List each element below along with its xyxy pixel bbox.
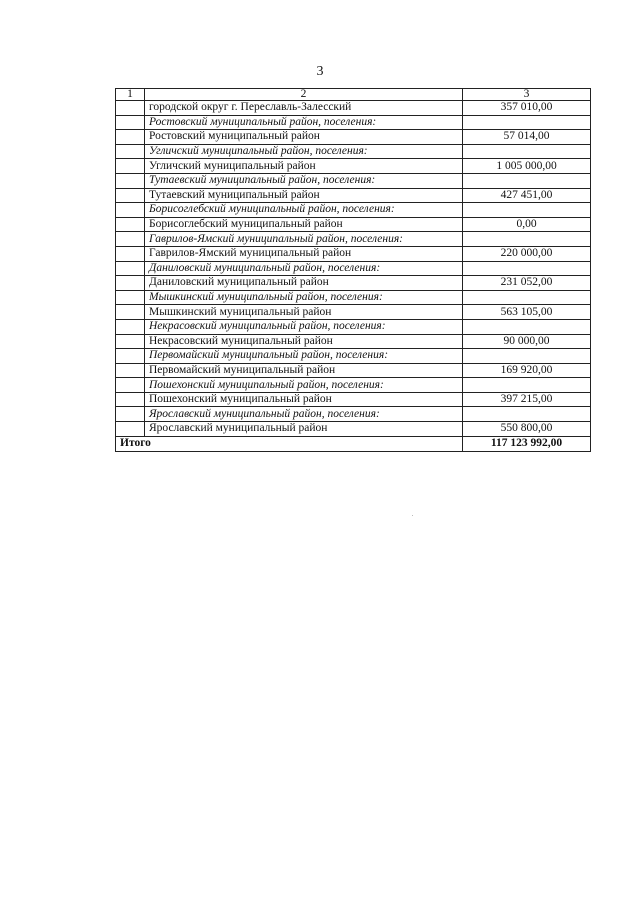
district-name: Ярославский муниципальный район bbox=[145, 422, 463, 437]
district-name: городской округ г. Переславль-Залесский bbox=[145, 101, 463, 116]
header-column-name: 2 bbox=[145, 89, 463, 101]
amount-cell bbox=[463, 319, 591, 334]
amount-cell: 427 451,00 bbox=[463, 188, 591, 203]
table-row bbox=[116, 246, 591, 261]
table-row bbox=[116, 188, 591, 203]
row-number-cell bbox=[116, 101, 145, 116]
amount-cell bbox=[463, 115, 591, 130]
amount-cell bbox=[463, 173, 591, 188]
amount-cell bbox=[463, 290, 591, 305]
district-name: Пошехонский муниципальный район bbox=[145, 392, 463, 407]
table-row bbox=[116, 363, 591, 378]
row-number-cell bbox=[116, 422, 145, 437]
group-heading: Тутаевский муниципальный район, поселения: bbox=[145, 173, 463, 188]
group-heading-row bbox=[116, 173, 591, 188]
row-number-cell bbox=[116, 144, 145, 159]
group-heading: Мышкинский муниципальный район, поселения: bbox=[145, 290, 463, 305]
group-heading-row bbox=[116, 319, 591, 334]
group-heading-row bbox=[116, 115, 591, 130]
group-heading: Даниловский муниципальный район, поселения: bbox=[145, 261, 463, 276]
district-name: Угличский муниципальный район bbox=[145, 159, 463, 174]
page-number: 3 bbox=[316, 64, 324, 79]
group-heading: Первомайский муниципальный район, поселения: bbox=[145, 349, 463, 364]
allocation-table bbox=[115, 88, 591, 452]
group-heading-row bbox=[116, 261, 591, 276]
table-row bbox=[116, 101, 591, 116]
district-name: Некрасовский муниципальный район bbox=[145, 334, 463, 349]
district-name: Тутаевский муниципальный район bbox=[145, 188, 463, 203]
amount-cell bbox=[463, 378, 591, 393]
total-amount: 117 123 992,00 bbox=[463, 436, 591, 451]
row-number-cell bbox=[116, 378, 145, 393]
table-row bbox=[116, 159, 591, 174]
district-name: Гаврилов-Ямский муниципальный район bbox=[145, 246, 463, 261]
scan-speck bbox=[412, 515, 413, 516]
row-number-cell bbox=[116, 290, 145, 305]
table-row bbox=[116, 334, 591, 349]
amount-cell: 231 052,00 bbox=[463, 276, 591, 291]
group-heading: Пошехонский муниципальный район, поселения: bbox=[145, 378, 463, 393]
table-body bbox=[116, 101, 591, 437]
table-row bbox=[116, 392, 591, 407]
amount-cell bbox=[463, 261, 591, 276]
amount-cell: 220 000,00 bbox=[463, 246, 591, 261]
row-number-cell bbox=[116, 407, 145, 422]
amount-cell bbox=[463, 144, 591, 159]
group-heading-row bbox=[116, 407, 591, 422]
row-number-cell bbox=[116, 261, 145, 276]
district-name: Первомайский муниципальный район bbox=[145, 363, 463, 378]
group-heading-row bbox=[116, 349, 591, 364]
group-heading: Борисоглебский муниципальный район, поселения: bbox=[145, 203, 463, 218]
table-header bbox=[116, 89, 591, 101]
row-number-cell bbox=[116, 319, 145, 334]
district-name: Мышкинский муниципальный район bbox=[145, 305, 463, 320]
amount-cell: 169 920,00 bbox=[463, 363, 591, 378]
allocation-table-container bbox=[115, 88, 590, 452]
table-row bbox=[116, 130, 591, 145]
amount-cell: 57 014,00 bbox=[463, 130, 591, 145]
table-row bbox=[116, 422, 591, 437]
amount-cell: 563 105,00 bbox=[463, 305, 591, 320]
row-number-cell bbox=[116, 305, 145, 320]
total-row bbox=[116, 436, 591, 451]
amount-cell: 357 010,00 bbox=[463, 101, 591, 116]
table-footer bbox=[116, 436, 591, 451]
group-heading: Ростовский муниципальный район, поселения: bbox=[145, 115, 463, 130]
group-heading: Ярославский муниципальный район, поселения: bbox=[145, 407, 463, 422]
row-number-cell bbox=[116, 130, 145, 145]
group-heading-row bbox=[116, 203, 591, 218]
row-number-cell bbox=[116, 173, 145, 188]
group-heading-row bbox=[116, 290, 591, 305]
district-name: Ростовский муниципальный район bbox=[145, 130, 463, 145]
header-row bbox=[116, 89, 591, 101]
row-number-cell bbox=[116, 159, 145, 174]
amount-cell: 0,00 bbox=[463, 217, 591, 232]
table-row bbox=[116, 276, 591, 291]
table-row bbox=[116, 217, 591, 232]
district-name: Даниловский муниципальный район bbox=[145, 276, 463, 291]
row-number-cell bbox=[116, 188, 145, 203]
row-number-cell bbox=[116, 217, 145, 232]
amount-cell: 90 000,00 bbox=[463, 334, 591, 349]
amount-cell bbox=[463, 203, 591, 218]
header-column-number: 1 bbox=[116, 89, 145, 101]
row-number-cell bbox=[116, 115, 145, 130]
group-heading: Некрасовский муниципальный район, поселения: bbox=[145, 319, 463, 334]
amount-cell: 397 215,00 bbox=[463, 392, 591, 407]
row-number-cell bbox=[116, 392, 145, 407]
total-label: Итого bbox=[116, 436, 463, 451]
table-row bbox=[116, 305, 591, 320]
row-number-cell bbox=[116, 334, 145, 349]
header-column-amount: 3 bbox=[463, 89, 591, 101]
amount-cell bbox=[463, 232, 591, 247]
district-name: Борисоглебский муниципальный район bbox=[145, 217, 463, 232]
row-number-cell bbox=[116, 232, 145, 247]
row-number-cell bbox=[116, 203, 145, 218]
row-number-cell bbox=[116, 349, 145, 364]
row-number-cell bbox=[116, 276, 145, 291]
row-number-cell bbox=[116, 246, 145, 261]
amount-cell: 1 005 000,00 bbox=[463, 159, 591, 174]
group-heading: Гаврилов-Ямский муниципальный район, поселения: bbox=[145, 232, 463, 247]
amount-cell bbox=[463, 407, 591, 422]
amount-cell bbox=[463, 349, 591, 364]
group-heading-row bbox=[116, 144, 591, 159]
row-number-cell bbox=[116, 363, 145, 378]
group-heading-row bbox=[116, 232, 591, 247]
group-heading-row bbox=[116, 378, 591, 393]
amount-cell: 550 800,00 bbox=[463, 422, 591, 437]
group-heading: Угличский муниципальный район, поселения: bbox=[145, 144, 463, 159]
